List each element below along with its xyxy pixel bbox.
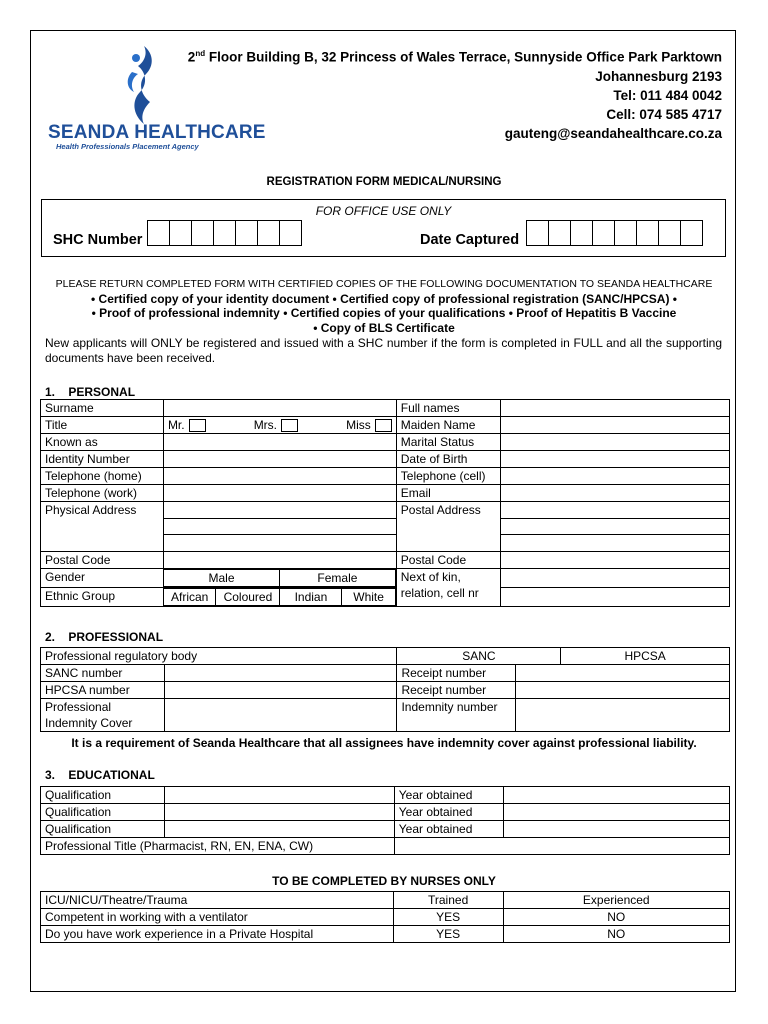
postal-address-field-2[interactable] bbox=[500, 518, 729, 535]
sanc-option[interactable]: SANC bbox=[397, 648, 561, 665]
qualification-field-1[interactable] bbox=[164, 787, 394, 804]
return-instruction: PLEASE RETURN COMPLETED FORM WITH CERTIFIED COPIES OF THE FOLLOWING DOCUMENTATION TO SEANDA HEALTHCARE bbox=[55, 278, 713, 290]
private-hospital-no[interactable]: NO bbox=[503, 926, 729, 943]
title-options bbox=[163, 417, 396, 434]
table-row bbox=[41, 699, 730, 732]
personal-table bbox=[40, 399, 730, 607]
physical-address-field-3[interactable] bbox=[163, 535, 396, 552]
icu-label: ICU/NICU/Theatre/Trauma bbox=[41, 892, 394, 909]
swirl-logo-icon bbox=[110, 44, 170, 124]
year-obtained-field-2[interactable] bbox=[503, 804, 729, 821]
qualification-field-2[interactable] bbox=[164, 804, 394, 821]
known-as-field[interactable] bbox=[163, 434, 396, 451]
company-address bbox=[188, 44, 722, 143]
logo-name: SEANDA HEALTHCARE bbox=[48, 122, 266, 143]
table-row bbox=[41, 665, 730, 682]
hpcsa-number-label: HPCSA number bbox=[41, 682, 165, 699]
indemnity-number-label: Indemnity number bbox=[397, 699, 516, 732]
gender-options bbox=[163, 569, 396, 588]
address-line-1 bbox=[188, 44, 722, 67]
table-row bbox=[41, 588, 730, 607]
table-row bbox=[41, 648, 730, 665]
receipt-number-label-2: Receipt number bbox=[397, 682, 516, 699]
maiden-name-label: Maiden Name bbox=[396, 417, 500, 434]
indemnity-line-1: Professional bbox=[45, 700, 112, 714]
table-row bbox=[41, 485, 730, 502]
year-obtained-label-1: Year obtained bbox=[394, 787, 503, 804]
professional-title-label: Professional Title (Pharmacist, RN, EN, ENA, CW) bbox=[41, 838, 395, 855]
table-row bbox=[41, 502, 730, 519]
hpcsa-option[interactable]: HPCSA bbox=[561, 648, 730, 665]
tel-cell-field[interactable] bbox=[500, 468, 729, 485]
professional-table bbox=[40, 647, 730, 732]
gender-label: Gender bbox=[41, 569, 164, 588]
regulatory-body-label: Professional regulatory body bbox=[41, 648, 397, 665]
receipt-number-field-2[interactable] bbox=[516, 682, 730, 699]
shc-number-label: SHC Number bbox=[53, 232, 143, 248]
mrs-checkbox[interactable] bbox=[281, 419, 298, 432]
cellphone: Cell: 074 585 4717 bbox=[606, 106, 722, 122]
physical-address-field-1[interactable] bbox=[163, 502, 396, 519]
identity-number-label: Identity Number bbox=[41, 451, 164, 468]
floor-number: 2 bbox=[187, 49, 196, 65]
qualification-field-3[interactable] bbox=[164, 821, 394, 838]
educational-table bbox=[40, 786, 730, 855]
office-use-heading: FOR OFFICE USE ONLY bbox=[315, 204, 452, 218]
next-of-kin-field-2[interactable] bbox=[500, 588, 729, 607]
postal-code-field[interactable] bbox=[163, 552, 396, 569]
table-row bbox=[41, 468, 730, 485]
doc-bullets-3: • Copy of BLS Certificate bbox=[313, 321, 455, 335]
gender-female[interactable]: Female bbox=[280, 570, 396, 587]
tel-work-label: Telephone (work) bbox=[41, 485, 164, 502]
registration-notice: New applicants will ONLY be registered and issued with a SHC number if the form is completed in FULL and all the supporting documents have been received. bbox=[45, 336, 722, 365]
qualification-label-2: Qualification bbox=[41, 804, 165, 821]
sanc-number-field[interactable] bbox=[164, 665, 397, 682]
miss-label: Miss bbox=[346, 418, 371, 432]
surname-field[interactable] bbox=[163, 400, 396, 417]
table-row bbox=[41, 434, 730, 451]
table-row bbox=[41, 787, 730, 804]
gender-male[interactable]: Male bbox=[164, 570, 280, 587]
year-obtained-field-1[interactable] bbox=[503, 787, 729, 804]
doc-bullets-2: • Proof of professional indemnity • Certified copies of your qualifications • Proof of Hepatitis B Vaccine bbox=[91, 306, 677, 320]
tel-home-label: Telephone (home) bbox=[41, 468, 164, 485]
sanc-number-label: SANC number bbox=[41, 665, 165, 682]
doc-bullets-1: • Certified copy of your identity document • Certified copy of professional registration (SANC/HPCSA) • bbox=[91, 292, 677, 306]
email-field[interactable] bbox=[500, 485, 729, 502]
maiden-name-field[interactable] bbox=[500, 417, 729, 434]
nurses-only-heading: TO BE COMPLETED BY NURSES ONLY bbox=[272, 874, 496, 888]
surname-label: Surname bbox=[41, 400, 164, 417]
miss-checkbox[interactable] bbox=[375, 419, 392, 432]
indemnity-cover-field[interactable] bbox=[164, 699, 397, 732]
postal-address-field-1[interactable] bbox=[500, 502, 729, 519]
mr-label: Mr. bbox=[167, 418, 185, 432]
ethnic-white[interactable]: White bbox=[342, 589, 395, 606]
icu-experienced[interactable]: Experienced bbox=[503, 892, 729, 909]
postal-code-label-2: Postal Code bbox=[396, 552, 500, 569]
year-obtained-label-2: Year obtained bbox=[394, 804, 503, 821]
educational-heading: 3. EDUCATIONAL bbox=[45, 768, 155, 782]
ethnic-indian[interactable]: Indian bbox=[280, 589, 342, 606]
ethnic-african[interactable]: African bbox=[164, 589, 216, 606]
email-address[interactable]: gauteng@seandahealthcare.co.za bbox=[504, 125, 722, 141]
physical-address-field-2[interactable] bbox=[163, 518, 396, 535]
hpcsa-number-field[interactable] bbox=[164, 682, 397, 699]
private-hospital-yes[interactable]: YES bbox=[393, 926, 503, 943]
professional-heading: 2. PROFESSIONAL bbox=[45, 630, 164, 644]
office-use-box bbox=[41, 199, 726, 257]
email-label: Email bbox=[396, 485, 500, 502]
ethnic-options bbox=[163, 588, 396, 607]
table-row bbox=[41, 552, 730, 569]
tel-work-field[interactable] bbox=[163, 485, 396, 502]
qualification-label-3: Qualification bbox=[41, 821, 165, 838]
icu-trained[interactable]: Trained bbox=[393, 892, 503, 909]
miss-option[interactable] bbox=[346, 417, 392, 433]
tel-cell-label: Telephone (cell) bbox=[396, 468, 500, 485]
postal-code-field-2[interactable] bbox=[500, 552, 729, 569]
mr-option[interactable] bbox=[168, 417, 206, 433]
table-row bbox=[41, 400, 730, 417]
known-as-label: Known as bbox=[41, 434, 164, 451]
table-row bbox=[41, 909, 730, 926]
date-captured-label: Date Captured bbox=[420, 232, 520, 248]
next-of-kin-line-1: Next of kin, bbox=[400, 570, 461, 585]
next-of-kin-line-2: relation, cell nr bbox=[400, 586, 479, 601]
ventilator-label: Competent in working with a ventilator bbox=[41, 909, 394, 926]
mr-checkbox[interactable] bbox=[189, 419, 206, 432]
full-names-label: Full names bbox=[396, 400, 500, 417]
postal-address-field-3[interactable] bbox=[500, 535, 729, 552]
table-row bbox=[41, 417, 730, 434]
table-row bbox=[41, 804, 730, 821]
table-row bbox=[41, 451, 730, 468]
shc-number-boxes[interactable] bbox=[148, 220, 302, 246]
table-row bbox=[41, 569, 730, 588]
tel-home-field[interactable] bbox=[163, 468, 396, 485]
title-label: Title bbox=[41, 417, 164, 434]
indemnity-requirement: It is a requirement of Seanda Healthcare that all assignees have indemnity cover against professional liability. bbox=[71, 736, 697, 750]
table-row bbox=[41, 821, 730, 838]
mrs-option[interactable] bbox=[254, 417, 298, 433]
marital-status-field[interactable] bbox=[500, 434, 729, 451]
qualification-label-1: Qualification bbox=[41, 787, 165, 804]
address-street: Floor Building B, 32 Princess of Wales Terrace, Sunnyside Office Park Parktown bbox=[205, 49, 722, 65]
form-title: REGISTRATION FORM MEDICAL/NURSING bbox=[266, 176, 502, 188]
indemnity-line-2: Indemnity Cover bbox=[45, 716, 133, 730]
table-row bbox=[41, 682, 730, 699]
receipt-number-field[interactable] bbox=[516, 665, 730, 682]
date-captured-boxes[interactable] bbox=[527, 220, 703, 246]
address-line-2: Johannesburg 2193 bbox=[595, 68, 722, 84]
dob-label: Date of Birth bbox=[396, 451, 500, 468]
indemnity-cover-label bbox=[41, 699, 165, 732]
table-row bbox=[41, 926, 730, 943]
year-obtained-field-3[interactable] bbox=[503, 821, 729, 838]
next-of-kin-label bbox=[396, 569, 500, 607]
nurses-table bbox=[40, 891, 730, 943]
postal-code-label: Postal Code bbox=[41, 552, 164, 569]
receipt-number-label: Receipt number bbox=[397, 665, 516, 682]
postal-address-label: Postal Address bbox=[396, 502, 500, 552]
ventilator-no[interactable]: NO bbox=[503, 909, 729, 926]
ethnic-group-label: Ethnic Group bbox=[41, 588, 164, 607]
table-row bbox=[41, 838, 730, 855]
identity-number-field[interactable] bbox=[163, 451, 396, 468]
ventilator-yes[interactable]: YES bbox=[393, 909, 503, 926]
private-hospital-label: Do you have work experience in a Private Hospital bbox=[41, 926, 394, 943]
next-of-kin-field-1[interactable] bbox=[500, 569, 729, 588]
mrs-label: Mrs. bbox=[253, 418, 278, 432]
marital-status-label: Marital Status bbox=[396, 434, 500, 451]
full-names-field[interactable] bbox=[500, 400, 729, 417]
logo-tagline: Health Professionals Placement Agency bbox=[56, 142, 199, 151]
professional-title-field[interactable] bbox=[394, 838, 729, 855]
telephone: Tel: 011 484 0042 bbox=[613, 87, 722, 103]
year-obtained-label-3: Year obtained bbox=[394, 821, 503, 838]
ethnic-coloured[interactable]: Coloured bbox=[216, 589, 280, 606]
dob-field[interactable] bbox=[500, 451, 729, 468]
physical-address-label: Physical Address bbox=[41, 502, 164, 552]
table-row bbox=[41, 892, 730, 909]
personal-heading: 1. PERSONAL bbox=[45, 385, 136, 399]
indemnity-number-field[interactable] bbox=[516, 699, 730, 732]
floor-suffix: nd bbox=[195, 49, 206, 58]
